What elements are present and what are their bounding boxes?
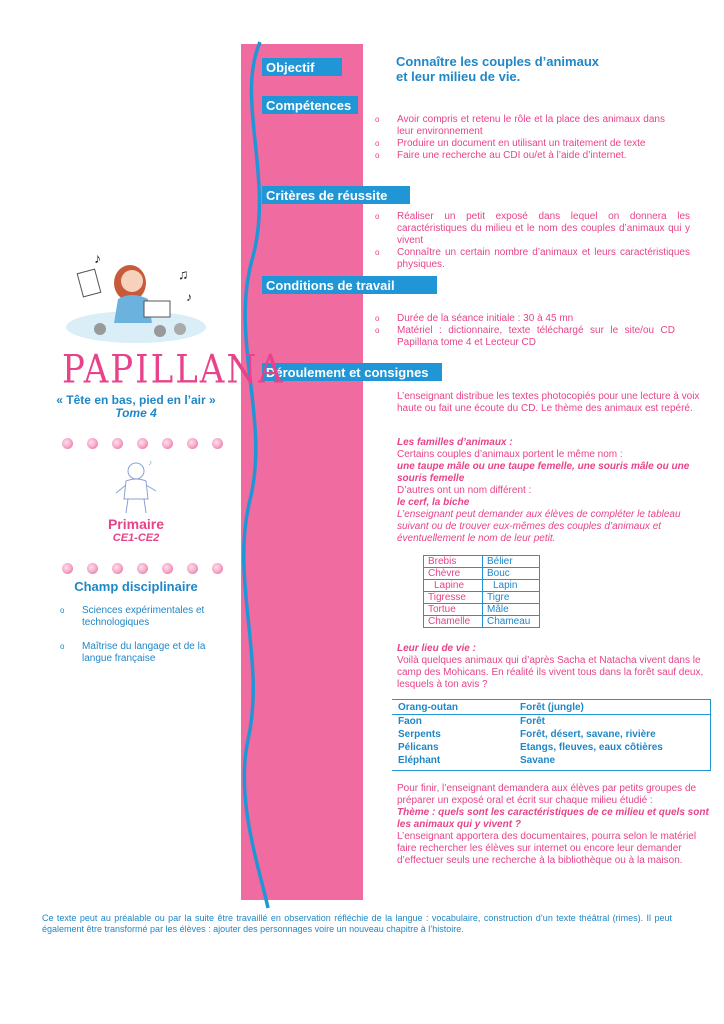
milieux-table xyxy=(392,701,710,767)
table-row xyxy=(424,604,540,616)
champ-title: Champ disciplinaire xyxy=(74,579,198,594)
familles-example1: une taupe mâle ou une taupe femelle, une souris mâle ou une souris femelle xyxy=(397,461,690,484)
criteres-header: Critères de réussite xyxy=(262,186,410,204)
table-cell: Chamelle xyxy=(424,616,483,628)
final-end: L’enseignant apportera des documentaires, pourra selon le matériel faire rechercher les élèves sur internet ou encore leur demander d’effectuer seuls une recherche à la bibliothèque ou à la maison. xyxy=(397,831,697,866)
table-cell: Etangs, fleuves, eaux côtières xyxy=(520,742,663,753)
level-classes: CE1-CE2 xyxy=(112,532,160,544)
list-item: o Matériel : dictionnaire, texte téléchargé sur le site/ou CD Papillana tome 4 et Lecteur CD xyxy=(375,325,675,349)
list-item: o Produire un document en utilisant un traitement de texte xyxy=(375,138,665,150)
bullet-dot-icon xyxy=(62,438,73,449)
familles-example2: le cerf, la biche xyxy=(397,497,470,508)
bullet-dot-icon xyxy=(137,438,148,449)
couples-table xyxy=(423,555,540,628)
bullet-dot-icon xyxy=(87,438,98,449)
list-item: o Faire une recherche au CDI ou/et à l’aide d’internet. xyxy=(375,150,665,162)
objectif-text: Connaître les couples d’animaux et leur milieu de vie. xyxy=(396,54,599,84)
list-item: o Durée de la séance initiale : 30 à 45 mn xyxy=(375,313,675,325)
familles-consigne: L’enseignant peut demander aux élèves de compléter le tableau suivant ou de trouver eux-mêmes des couples d’animaux et éventuellement le nom de leur petit. xyxy=(397,509,681,544)
list-item: o Connaître un certain nombre d’animaux et leurs caractéristiques physiques. xyxy=(375,247,690,271)
child-sketch-illustration xyxy=(108,455,164,515)
conditions-list xyxy=(375,313,675,349)
table-cell: Lapin xyxy=(483,580,540,592)
bullet-dot-icon xyxy=(212,563,223,574)
table-cell: Bélier xyxy=(483,556,540,568)
bullet-dot-icon xyxy=(212,438,223,449)
table-cell: Forêt xyxy=(520,716,545,727)
bullet-dot-icon xyxy=(187,563,198,574)
book-subtitle: « Tête en bas, pied en l’air » xyxy=(56,393,216,407)
table-cell: Chameau xyxy=(483,616,540,628)
lieu-section xyxy=(397,643,707,691)
table-cell: Brebis xyxy=(424,556,483,568)
level-title: Primaire xyxy=(107,516,165,532)
table-cell: Orang-outan xyxy=(398,702,458,713)
deroulement-header: Déroulement et consignes xyxy=(262,363,442,381)
bullet-dot-icon xyxy=(112,438,123,449)
familles-line1: Certains couples d’animaux portent le même nom : xyxy=(397,449,623,460)
bullet-dot-icon xyxy=(137,563,148,574)
bullet-dot-icon xyxy=(162,563,173,574)
lieu-title: Leur lieu de vie : xyxy=(397,643,476,654)
table-cell: Eléphant xyxy=(398,755,441,766)
criteres-list xyxy=(375,211,690,271)
book-tome: Tome 4 xyxy=(115,406,157,420)
table-row xyxy=(424,616,540,628)
table-cell: Pélicans xyxy=(398,742,439,753)
theme-text: Thème : quels sont les caractéristiques de ce milieu et quels sont les animaux qui y vivent ? xyxy=(397,807,709,830)
table-cell: Serpents xyxy=(398,729,441,740)
table-row xyxy=(392,701,710,715)
dots-row-1 xyxy=(62,436,237,454)
intro-paragraph: L’enseignant distribue les textes photocopiés pour une lecture à voix haute ou fait une écoute du CD. Le thème des animaux est repéré. xyxy=(397,391,700,414)
table-row xyxy=(392,754,710,767)
table-cell: Mâle xyxy=(483,604,540,616)
list-item: o Réaliser un petit exposé dans lequel on donnera les caractéristiques du milieu et le nom des couples d’animaux qui y vivent xyxy=(375,211,690,247)
table-cell: Tigresse xyxy=(424,592,483,604)
list-item: o Maîtrise du langage et de la langue française xyxy=(60,641,230,665)
competences-header: Compétences xyxy=(262,96,358,114)
dots-row-2 xyxy=(62,561,237,579)
table-cell: Tortue xyxy=(424,604,483,616)
list-item: o Sciences expérimentales et technologiques xyxy=(60,605,230,629)
bullet-dot-icon xyxy=(162,438,173,449)
objectif-header: Objectif xyxy=(262,58,342,76)
table-cell: Forêt, désert, savane, rivière xyxy=(520,729,656,740)
svg-text:♪: ♪ xyxy=(186,290,192,304)
bullet-dot-icon xyxy=(112,563,123,574)
conditions-header: Conditions de travail xyxy=(262,276,437,294)
table-row xyxy=(424,592,540,604)
list-item: o Avoir compris et retenu le rôle et la place des animaux dans leur environnement xyxy=(375,114,665,138)
table-row xyxy=(424,556,540,568)
svg-text:♪: ♪ xyxy=(148,458,152,467)
papillana-logo: PAPILLANA xyxy=(62,347,285,393)
wavy-line-decoration xyxy=(230,40,270,910)
table-cell: Tigre xyxy=(483,592,540,604)
familles-line2: D’autres ont un nom différent : xyxy=(397,485,532,496)
familles-section xyxy=(397,437,707,545)
footer-note: Ce texte peut au préalable ou par la suite être travaillé en observation réfléchie de la langue : vocabulaire, construction d’un texte théâtral (rimes). Il peut également être transformé par les élèves : ajouter des personnages voire un nouveau chapitre à l’histoire. xyxy=(42,913,672,934)
table-cell: Chèvre xyxy=(424,568,483,580)
bullet-dot-icon xyxy=(62,563,73,574)
lieu-text: Voilà quelques animaux qui d’après Sacha et Natacha vivent dans le camp des Mohicans. En réalité ils vivent tous dans la forêt sauf deux, lesquels à ton avis ? xyxy=(397,655,704,690)
table-cell: Forêt (jungle) xyxy=(520,702,584,713)
table-cell: Lapine xyxy=(424,580,483,592)
final-intro: Pour finir, l’enseignant demandera aux élèves par petits groupes de préparer un exposé oral et écrit sur chaque milieu étudié : xyxy=(397,783,697,806)
svg-text:♫: ♫ xyxy=(178,266,189,282)
table-row xyxy=(424,580,540,592)
table-cell: Faon xyxy=(398,716,422,727)
champ-list xyxy=(60,605,230,665)
table-row xyxy=(392,728,710,741)
table-row xyxy=(392,715,710,729)
table-cell: Bouc xyxy=(483,568,540,580)
bullet-dot-icon xyxy=(87,563,98,574)
table-row xyxy=(392,741,710,754)
competences-list xyxy=(375,114,665,162)
final-section xyxy=(397,783,709,867)
bullet-dot-icon xyxy=(187,438,198,449)
girl-reading-illustration xyxy=(60,243,212,348)
table-row xyxy=(424,568,540,580)
table-cell: Savane xyxy=(520,755,556,766)
familles-title: Les familles d’animaux : xyxy=(397,437,513,448)
svg-text:♪: ♪ xyxy=(94,250,101,266)
